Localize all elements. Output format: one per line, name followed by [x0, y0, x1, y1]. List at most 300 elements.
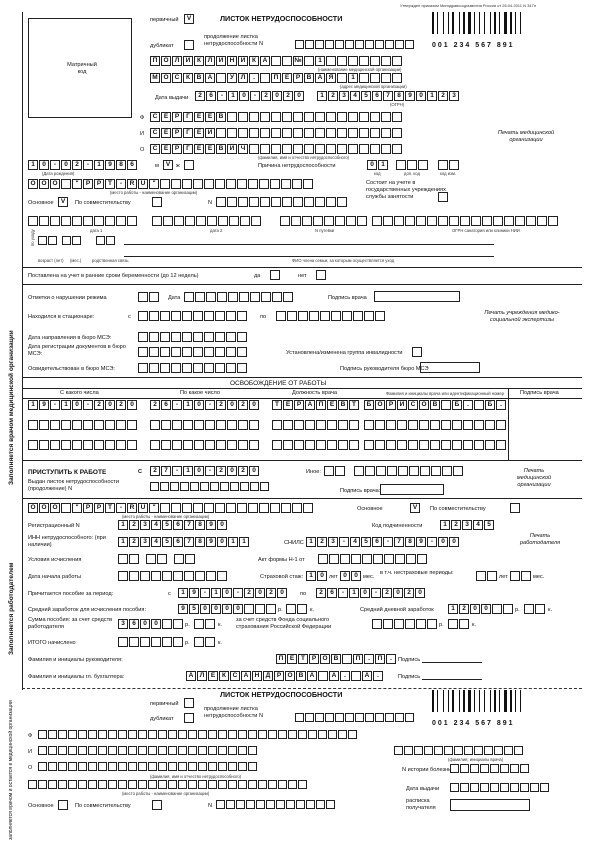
char-cell[interactable] [188, 780, 197, 789]
char-cell[interactable] [249, 420, 259, 430]
char-cell[interactable] [238, 420, 248, 430]
stub-f-cells[interactable] [38, 730, 357, 739]
char-cell[interactable] [494, 746, 503, 755]
char-cell[interactable] [218, 730, 227, 739]
mse-head-sign-box[interactable] [420, 362, 480, 373]
char-cell[interactable] [392, 128, 402, 138]
char-cell[interactable] [464, 746, 473, 755]
char-cell[interactable]: 6 [173, 537, 183, 547]
char-cell[interactable] [463, 440, 473, 450]
char-cell[interactable] [327, 420, 337, 430]
char-cell[interactable]: 0 [217, 520, 227, 530]
char-cell[interactable]: 3 [140, 520, 150, 530]
char-cell[interactable] [345, 713, 354, 722]
char-cell[interactable]: 4 [350, 91, 360, 101]
char-cell[interactable]: 6 [161, 400, 171, 410]
char-cell[interactable] [138, 762, 147, 771]
char-cell[interactable]: 1 [61, 400, 71, 410]
char-cell[interactable]: - [217, 91, 227, 101]
char-cell[interactable] [39, 216, 49, 226]
char-cell[interactable] [463, 420, 473, 430]
char-cell[interactable] [381, 112, 391, 122]
char-cell[interactable] [295, 40, 304, 49]
emp-employer-cells[interactable] [28, 503, 313, 513]
char-cell[interactable] [348, 730, 357, 739]
char-cell[interactable] [58, 746, 67, 755]
char-cell[interactable]: . [463, 400, 473, 410]
release-from-cells-2[interactable] [28, 420, 137, 430]
char-cell[interactable] [424, 746, 433, 755]
char-cell[interactable]: 0 [449, 537, 459, 547]
char-cell[interactable]: 5 [361, 91, 371, 101]
acc-cells[interactable] [186, 671, 383, 681]
char-cell[interactable] [251, 216, 261, 226]
char-cell[interactable]: Р [172, 144, 182, 154]
char-cell[interactable] [128, 780, 137, 789]
char-cell[interactable] [108, 730, 117, 739]
char-cell[interactable] [510, 571, 520, 581]
char-cell[interactable]: А [241, 671, 251, 681]
stub-issue-cells[interactable] [450, 783, 549, 792]
char-cell[interactable] [338, 420, 348, 430]
char-cell[interactable] [392, 73, 402, 83]
char-cell[interactable]: 1 [317, 91, 327, 101]
char-cell[interactable] [407, 160, 417, 170]
char-cell[interactable] [227, 440, 237, 450]
char-cell[interactable] [295, 713, 304, 722]
char-cell[interactable]: 1 [448, 604, 458, 614]
char-cell[interactable] [303, 503, 313, 513]
char-cell[interactable] [194, 440, 204, 450]
char-cell[interactable] [128, 730, 137, 739]
char-cell[interactable]: 1 [228, 537, 238, 547]
acc-sign-line[interactable] [422, 679, 482, 680]
char-cell[interactable]: 9 [39, 400, 49, 410]
char-cell[interactable]: 2 [116, 400, 126, 410]
stub-n-cells[interactable] [216, 800, 335, 809]
char-cell[interactable] [168, 730, 177, 739]
char-cell[interactable]: 0 [39, 160, 49, 170]
char-cell[interactable] [309, 311, 319, 321]
char-cell[interactable]: 6 [127, 160, 137, 170]
char-cell[interactable]: Е [282, 73, 292, 83]
other-date-cells[interactable] [354, 466, 463, 476]
start-date-cells[interactable] [118, 571, 227, 581]
char-cell[interactable]: Е [287, 654, 297, 664]
sub-code-cells[interactable] [440, 520, 494, 530]
char-cell[interactable] [434, 746, 443, 755]
char-cell[interactable]: " [72, 179, 82, 189]
sex-male-checkbox[interactable]: V [163, 160, 173, 170]
char-cell[interactable] [271, 128, 281, 138]
char-cell[interactable] [452, 440, 462, 450]
char-cell[interactable] [118, 730, 127, 739]
char-cell[interactable]: Д [263, 671, 273, 681]
char-cell[interactable] [326, 197, 336, 207]
char-cell[interactable] [48, 730, 57, 739]
char-cell[interactable] [485, 440, 495, 450]
char-cell[interactable] [351, 554, 361, 564]
char-cell[interactable] [230, 482, 239, 491]
char-cell[interactable] [72, 420, 82, 430]
char-cell[interactable] [365, 713, 374, 722]
char-cell[interactable]: С [150, 112, 160, 122]
char-cell[interactable] [256, 800, 265, 809]
char-cell[interactable] [305, 420, 315, 430]
char-cell[interactable] [337, 197, 347, 207]
char-cell[interactable] [127, 420, 137, 430]
char-cell[interactable] [416, 619, 426, 629]
char-cell[interactable] [282, 112, 292, 122]
char-cell[interactable] [149, 311, 159, 321]
char-cell[interactable] [324, 216, 334, 226]
char-cell[interactable] [229, 216, 239, 226]
char-cell[interactable]: Ч [238, 144, 248, 154]
char-cell[interactable] [430, 440, 440, 450]
char-cell[interactable]: В [331, 654, 341, 664]
char-cell[interactable] [188, 746, 197, 755]
char-cell[interactable] [454, 746, 463, 755]
char-cell[interactable]: Р [274, 671, 284, 681]
char-cell[interactable]: 0 [317, 571, 327, 581]
char-cell[interactable] [484, 746, 493, 755]
char-cell[interactable]: Т [349, 400, 359, 410]
release-doctor-cells-2[interactable] [364, 420, 506, 430]
char-cell[interactable] [249, 144, 259, 154]
char-cell[interactable] [346, 216, 356, 226]
char-cell[interactable] [271, 112, 281, 122]
char-cell[interactable] [216, 440, 226, 450]
char-cell[interactable] [78, 730, 87, 739]
char-cell[interactable] [226, 311, 236, 321]
char-cell[interactable] [326, 144, 336, 154]
char-cell[interactable] [409, 466, 419, 476]
char-cell[interactable] [260, 197, 270, 207]
char-cell[interactable] [238, 746, 247, 755]
char-cell[interactable]: О [50, 179, 60, 189]
char-cell[interactable] [118, 780, 127, 789]
char-cell[interactable] [62, 236, 71, 245]
char-cell[interactable] [105, 216, 115, 226]
char-cell[interactable] [98, 746, 107, 755]
char-cell[interactable]: . [249, 73, 259, 83]
char-cell[interactable]: - [200, 588, 210, 598]
char-cell[interactable] [526, 216, 536, 226]
char-cell[interactable]: 8 [195, 520, 205, 530]
total-kop-cells[interactable] [194, 637, 215, 647]
char-cell[interactable] [105, 440, 115, 450]
char-cell[interactable] [158, 730, 167, 739]
char-cell[interactable] [316, 800, 325, 809]
reason-dop-cells[interactable] [396, 160, 428, 170]
char-cell[interactable]: 3 [449, 91, 459, 101]
char-cell[interactable] [248, 780, 257, 789]
char-cell[interactable] [381, 144, 391, 154]
char-cell[interactable]: О [285, 671, 295, 681]
char-cell[interactable] [151, 637, 161, 647]
char-cell[interactable]: 8 [195, 537, 205, 547]
char-cell[interactable]: 2 [328, 91, 338, 101]
char-cell[interactable]: С [408, 400, 418, 410]
char-cell[interactable] [237, 179, 247, 189]
release-to-cells-1[interactable] [150, 400, 259, 410]
char-cell[interactable] [172, 420, 182, 430]
char-cell[interactable] [118, 637, 128, 647]
char-cell[interactable] [385, 713, 394, 722]
char-cell[interactable] [287, 311, 297, 321]
char-cell[interactable]: 1 [427, 91, 437, 101]
char-cell[interactable]: 0 [127, 400, 137, 410]
char-cell[interactable] [215, 311, 225, 321]
avg-day-kop-cells[interactable] [524, 604, 545, 614]
hospital-to-cells[interactable] [276, 311, 385, 321]
char-cell[interactable] [39, 440, 49, 450]
voucher-cells[interactable] [280, 216, 367, 226]
char-cell[interactable] [338, 730, 347, 739]
char-cell[interactable] [364, 311, 374, 321]
char-cell[interactable] [198, 730, 207, 739]
char-cell[interactable] [61, 440, 71, 450]
char-cell[interactable] [355, 713, 364, 722]
char-cell[interactable] [460, 783, 469, 792]
char-cell[interactable] [72, 440, 82, 450]
char-cell[interactable] [116, 440, 126, 450]
char-cell[interactable] [420, 466, 430, 476]
char-cell[interactable] [530, 783, 539, 792]
stub-employer-cells[interactable] [28, 780, 307, 789]
char-cell[interactable] [286, 800, 295, 809]
char-cell[interactable] [178, 730, 187, 739]
char-cell[interactable] [490, 764, 499, 773]
char-cell[interactable] [185, 554, 195, 564]
char-cell[interactable] [204, 179, 214, 189]
char-cell[interactable] [405, 40, 414, 49]
char-cell[interactable]: Л [197, 671, 207, 681]
char-cell[interactable]: 0 [222, 588, 232, 598]
char-cell[interactable] [357, 216, 367, 226]
char-cell[interactable] [238, 197, 248, 207]
char-cell[interactable] [226, 800, 235, 809]
char-cell[interactable]: К [219, 671, 229, 681]
char-cell[interactable] [520, 764, 529, 773]
char-cell[interactable]: 1 [378, 160, 388, 170]
char-cell[interactable] [237, 347, 247, 357]
char-cell[interactable] [272, 292, 282, 302]
char-cell[interactable] [441, 400, 451, 410]
care-age-1[interactable] [38, 236, 57, 245]
char-cell[interactable]: 2 [317, 537, 327, 547]
char-cell[interactable] [138, 347, 148, 357]
char-cell[interactable] [270, 179, 280, 189]
char-cell[interactable] [335, 713, 344, 722]
issued-cont-cells[interactable] [150, 482, 269, 491]
char-cell[interactable] [291, 216, 301, 226]
char-cell[interactable] [188, 730, 197, 739]
date1-cells[interactable] [28, 216, 137, 226]
char-cell[interactable]: 4 [151, 537, 161, 547]
char-cell[interactable]: 3 [328, 537, 338, 547]
char-cell[interactable]: 8 [394, 91, 404, 101]
char-cell[interactable] [237, 503, 247, 513]
char-cell[interactable]: 6 [129, 619, 139, 629]
calc-cells-1[interactable] [118, 554, 139, 564]
char-cell[interactable]: В [216, 144, 226, 154]
char-cell[interactable] [168, 762, 177, 771]
char-cell[interactable] [419, 420, 429, 430]
char-cell[interactable] [260, 128, 270, 138]
char-cell[interactable] [152, 216, 162, 226]
char-cell[interactable] [381, 128, 391, 138]
char-cell[interactable] [205, 637, 215, 647]
char-cell[interactable] [98, 762, 107, 771]
char-cell[interactable] [272, 440, 282, 450]
char-cell[interactable] [160, 311, 170, 321]
char-cell[interactable]: Т [272, 400, 282, 410]
char-cell[interactable]: 3 [118, 619, 128, 629]
char-cell[interactable] [248, 762, 257, 771]
mse-reg-cells[interactable] [138, 347, 247, 357]
char-cell[interactable]: 1 [315, 56, 325, 66]
char-cell[interactable] [485, 420, 495, 430]
char-cell[interactable]: П [150, 56, 160, 66]
char-cell[interactable] [227, 420, 237, 430]
char-cell[interactable]: 0 [194, 400, 204, 410]
char-cell[interactable] [48, 780, 57, 789]
char-cell[interactable] [471, 216, 481, 226]
char-cell[interactable] [288, 780, 297, 789]
char-cell[interactable]: Г [183, 112, 193, 122]
char-cell[interactable]: 9 [178, 604, 188, 614]
char-cell[interactable]: 9 [416, 537, 426, 547]
char-cell[interactable] [306, 800, 315, 809]
stub-duplicate-checkbox[interactable] [184, 713, 194, 723]
char-cell[interactable]: " [72, 503, 82, 513]
char-cell[interactable]: Е [161, 128, 171, 138]
char-cell[interactable] [39, 420, 49, 430]
char-cell[interactable] [194, 420, 204, 430]
char-cell[interactable] [48, 746, 57, 755]
char-cell[interactable]: 0 [393, 588, 403, 598]
char-cell[interactable] [249, 440, 259, 450]
char-cell[interactable]: " [149, 179, 159, 189]
char-cell[interactable] [293, 197, 303, 207]
char-cell[interactable]: О [320, 654, 330, 664]
char-cell[interactable]: 6 [372, 537, 382, 547]
char-cell[interactable]: Р [94, 503, 104, 513]
char-cell[interactable] [372, 619, 382, 629]
char-cell[interactable] [373, 554, 383, 564]
char-cell[interactable]: 0 [227, 466, 237, 476]
sum-fss-cells[interactable] [372, 619, 437, 629]
char-cell[interactable]: 2 [150, 400, 160, 410]
char-cell[interactable] [326, 128, 336, 138]
char-cell[interactable] [149, 332, 159, 342]
char-cell[interactable]: Р [83, 503, 93, 513]
char-cell[interactable] [480, 764, 489, 773]
char-cell[interactable] [129, 554, 139, 564]
char-cell[interactable]: 1 [28, 160, 38, 170]
char-cell[interactable] [342, 654, 352, 664]
char-cell[interactable] [453, 466, 463, 476]
char-cell[interactable] [293, 128, 303, 138]
char-cell[interactable] [237, 332, 247, 342]
char-cell[interactable]: 1 [239, 537, 249, 547]
char-cell[interactable] [195, 292, 205, 302]
char-cell[interactable] [118, 746, 127, 755]
main-job-checkbox[interactable]: V [58, 197, 68, 207]
char-cell[interactable] [387, 466, 397, 476]
char-cell[interactable] [228, 746, 237, 755]
char-cell[interactable] [146, 554, 156, 564]
char-cell[interactable] [348, 56, 358, 66]
reg-n-cells[interactable] [118, 520, 227, 530]
char-cell[interactable] [480, 783, 489, 792]
char-cell[interactable]: В [430, 400, 440, 410]
char-cell[interactable] [218, 780, 227, 789]
char-cell[interactable] [200, 482, 209, 491]
char-cell[interactable] [438, 160, 448, 170]
char-cell[interactable]: Г [183, 128, 193, 138]
char-cell[interactable] [162, 571, 172, 581]
char-cell[interactable]: 0 [239, 91, 249, 101]
char-cell[interactable] [128, 762, 137, 771]
char-cell[interactable]: 5 [361, 537, 371, 547]
char-cell[interactable]: 0 [61, 160, 71, 170]
char-cell[interactable] [196, 216, 206, 226]
char-cell[interactable] [394, 216, 404, 226]
char-cell[interactable]: У [227, 73, 237, 83]
char-cell[interactable] [375, 440, 385, 450]
char-cell[interactable] [236, 800, 245, 809]
release-position-cells-3[interactable] [272, 440, 359, 450]
char-cell[interactable] [298, 311, 308, 321]
char-cell[interactable] [204, 311, 214, 321]
part-job-checkbox[interactable] [152, 197, 162, 207]
char-cell[interactable] [492, 604, 502, 614]
char-cell[interactable] [510, 783, 519, 792]
char-cell[interactable] [418, 160, 428, 170]
char-cell[interactable]: . [386, 654, 396, 664]
char-cell[interactable] [158, 780, 167, 789]
part-n-cells[interactable] [216, 197, 347, 207]
char-cell[interactable] [386, 440, 396, 450]
duplicate-checkbox[interactable] [184, 40, 194, 50]
char-cell[interactable]: 2 [261, 91, 271, 101]
char-cell[interactable]: И [227, 144, 237, 154]
char-cell[interactable] [430, 420, 440, 430]
char-cell[interactable] [405, 216, 415, 226]
char-cell[interactable] [129, 571, 139, 581]
char-cell[interactable] [449, 216, 459, 226]
char-cell[interactable] [182, 363, 192, 373]
char-cell[interactable] [283, 420, 293, 430]
sex-female-checkbox[interactable] [184, 160, 194, 170]
char-cell[interactable] [140, 571, 150, 581]
char-cell[interactable] [364, 420, 374, 430]
char-cell[interactable] [195, 571, 205, 581]
char-cell[interactable] [215, 332, 225, 342]
char-cell[interactable]: 0 [105, 400, 115, 410]
char-cell[interactable] [294, 440, 304, 450]
char-cell[interactable] [240, 216, 250, 226]
char-cell[interactable]: 6 [173, 520, 183, 530]
char-cell[interactable] [278, 730, 287, 739]
char-cell[interactable] [327, 440, 337, 450]
char-cell[interactable]: - [83, 160, 93, 170]
char-cell[interactable]: Я [326, 73, 336, 83]
char-cell[interactable]: 0 [340, 571, 350, 581]
char-cell[interactable]: 0 [200, 604, 210, 614]
